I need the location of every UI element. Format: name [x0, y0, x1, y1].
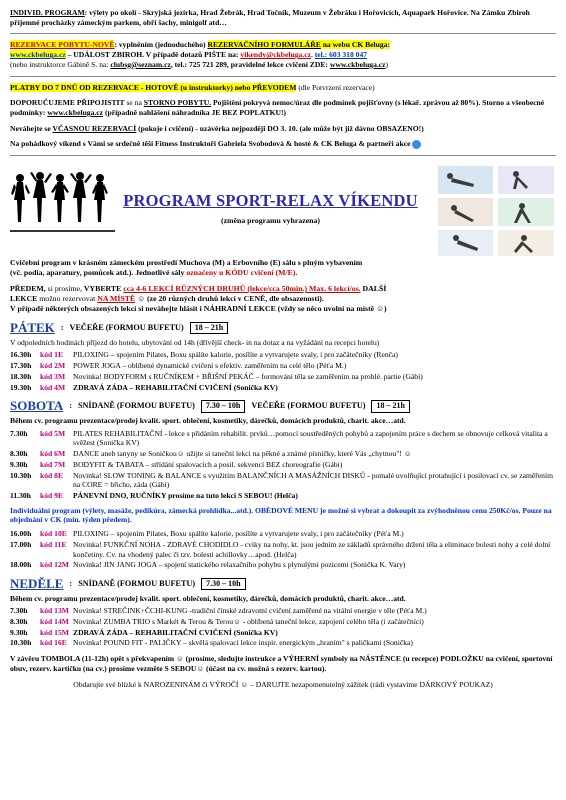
schedule-row: 9.30h kód 15M ZDRAVÁ ZÁDA – REHABILITAČNÍ CVIČENÍ (Sonička KV): [10, 627, 278, 637]
sunday-breakfast-time: 7.30 – 10h: [201, 578, 245, 590]
saturday-dinner-time: 18 – 21h: [371, 400, 409, 412]
friday-schedule: [10, 350, 556, 392]
individual-program-label: INDIVID. PROGRAM: [10, 8, 85, 17]
friday-meal: VEČEŘE (FORMOU BUFETU): [69, 323, 184, 333]
schedule-row: 17.00h kód 11E Novinka! FUNKČNÍ NOHA - ZDRAVÉ CHODIDLO - cviky na nohy, kt. jsou jedním ze základů správného držení těla a eliminace bolesti nohy a celé dolní končetiny. Cv. na vhodený palec či tzv. bolesti achillovky…apod. (Helča): [10, 539, 551, 559]
schedule-row: 18.00h kód 12M Novinka! JIN JANG JOGA – spojení statického relaxačního pohybu s plynulými pozicemi (Sonička K. Vary): [10, 560, 406, 570]
schedule-row: 7.30h kód 13M Novinka! STREČINK+ČCHI-KUNG -tradiční čínské zdravotní cvičení zaměřené na vitální energie v těle (Péťa M.): [10, 606, 427, 616]
saturday-title: SOBOTA: [10, 398, 64, 414]
schedule-row: 7.30h kód 5M PILATES REHABILITAČNÍ - lekce s přidáním rehabilit. prvků…pomocí soustředěných pohybů a zapojením práce s dechem se obnovuje celková vitalita a svěžest (Sonička KV): [10, 428, 548, 448]
friday-title: PÁTEK: [10, 320, 55, 336]
greeting-paragraph: Na pohádkový víkend s Vámi se srdečně těší Fitness Instruktoři Gabriela Svobodová & hosté & CK Beluga & partneři akce: [10, 139, 556, 149]
smiley-icon: [412, 140, 421, 149]
sunday-note: Během cv. programu prezentace/prodej kvalit. sport. oblečení, kosmetiky, dárečků, domácích produktů, charit. akce…atd.: [10, 593, 406, 603]
reservation-paragraph: REZERVACE POBYTU-NOVĚ: vyplněním (jednoduchého) REZERVAČNÍHO FORMULÁŘE na webu CK Beluga: www.ckbeluga.cz – UDÁLOST ZBIROH. V případě dotazů PIŠTE na: vikendy@ckbeluga.cz, tel.: 603 318 047 (nebo instruktorce Gábině S. na: clubsg@seznam.cz, tel.: 725 721 289, pravidelné lekce cvičení ZDE: www.ckbeluga.cz): [10, 40, 391, 69]
saturday-afternoon-schedule: [10, 529, 556, 570]
schedule-row: 8.30h kód 6M DANCE aneb tanyny se Soničkou☺ užijte si taneční lekci na pěkné a známé písničky, které Vás „chytnou"! ☺: [10, 449, 412, 459]
exercise-photos-image: [436, 164, 556, 258]
intro-paragraph-2: PŘEDEM, si prosíme, VYBERTE cca 4-6 LEKCÍ RŮZNÝCH DRUHŮ (lekce/cca 50min.) Max. 6 lekcí/os. DALŠÍ LEKCE možno rezervovat NA MÍSTĚ ☺ (ze 20 různých druhů lekcí v CENĚ, dle obsazenosti). V případě některých obsazených lekcí si neváhejte hlásit i NÁHRADNÍ LEKCE (vždy se něco uvolní na místě ☺): [10, 284, 387, 314]
schedule-row: 17.30h kód 2M POWER JOGA – oblíbené dynamické cvičení s efektiv. zaměřením na celé tělo (Péťa M.): [10, 361, 347, 371]
schedule-row: 9.30h kód 7M BODYFIT & TABATA – střídání spalovacích a posil. sekvencí BEZ choreografie (Gábi): [10, 459, 343, 469]
divider: [10, 33, 556, 34]
program-title-block: [110, 190, 431, 226]
saturday-header: SOBOTA : SNÍDANĚ (FORMOU BUFETU) 7.30 – 10h VEČEŘE (FORMOU BUFETU) 18 – 21h: [10, 398, 556, 415]
program-title: PROGRAM SPORT-RELAX VÍKENDU: [123, 191, 418, 211]
payment-paragraph: PLATBY DO 7 DNŮ OD REZERVACE - HOTOVĚ (u instruktorky) nebo PŘEVODEM (dle Potvrzení rezervace): [10, 82, 375, 92]
schedule-row: 16.30h kód 1E PILOXING – spojením Pilates, Boxu spálíte kalorie, posílíte a vytvarujete svaly, i pro začátečníky (Renča): [10, 350, 398, 360]
saturday-dinner: VEČEŘE (FORMOU BUFETU): [251, 401, 366, 411]
schedule-row: 16.00h kód 10E PILOXING – spojením Pilates, Boxu spálíte kalorie, posílíte a vytvarujete svaly, i pro začátečníky (Péťa M.): [10, 529, 404, 539]
ckbeluga-link[interactable]: www.ckbeluga.cz: [10, 50, 66, 60]
phone-number: tel.: 603 318 047: [314, 50, 368, 60]
clubsg-email-link[interactable]: clubsg@seznam.cz: [110, 59, 171, 69]
payment-label: PLATBY DO 7 DNŮ OD REZERVACE - HOTOVĚ (u instruktorky) nebo PŘEVODEM: [10, 82, 297, 92]
tombola-paragraph: V závěru TOMBOLA (11-12h) opět s překvapením ☺ (prosíme, sledujte instrukce a VÝHERNÍ symboly na NÁSTĚNCE (u recepce) PODLOŽKU na cvičení, sportovní obuv, rezerv. kartičku (na cv.) prosíme vezměte S SEBOU☺ (účast na cv. možná s rezerv. kartou).: [10, 654, 553, 673]
saturday-breakfast-time: 7.30 – 10h: [201, 400, 245, 412]
flyer-page: [10, 8, 556, 695]
friday-note: V odpoledních hodinách příjezd do hotelu, ubytování od 14h (dřívější check- in na dotaz a na vyžádání na recepci hotelu): [10, 337, 380, 347]
individual-program-text: : výlety po okolí - Skryjská jezírka, Hrad Žebrák, Hrad Točník, Muzeum v Žebráku i Hořovicích, Aquapark Hořovice. Na Zámku Zbiroh příjemné procházky zámeckým parkem, obří šachy, minigolf atd…: [10, 8, 530, 27]
saturday-note: Během cv. programu prezentace/prodej kvalit. sport. oblečení, kosmetiky, dárečků, domácích produktů, charit. akce…atd.: [10, 415, 406, 425]
saturday-individual-program: Individuální program (výlety, masáže, pedikúra, zámecká prohlídka...atd.). OBĚDOVÉ MENU je možné si vybrat a dokoupit za zvýhodněnou cenu 250Kč/os. Pouze na objednání v CK (min. týden předem).: [10, 505, 552, 525]
schedule-row: 10.30h kód 8E Novinka! SLOW TONING & BALANCE s využitím BALANČNÍCH A MASÁŽNÍCH DISKŮ - pomalé uvolňující protahující i posilovací cv. se zaměřením na CORE = břicho, záda (Gábi): [10, 470, 553, 490]
reservation-label: REZERVACE POBYTU-NOVĚ: [10, 40, 115, 50]
friday-header: PÁTEK : VEČEŘE (FORMOU BUFETU) 18 – 21h: [10, 320, 556, 337]
sunday-breakfast: SNÍDANĚ (FORMOU BUFETU): [78, 579, 196, 589]
individual-program-paragraph: [10, 8, 556, 27]
saturday-schedule: [10, 429, 556, 501]
ckbeluga-link-3[interactable]: www.ckbeluga.cz: [47, 108, 104, 118]
sunday-header: NEDĚLE : SNÍDANĚ (FORMOU BUFETU) 7.30 – 10h: [10, 576, 556, 593]
fitness-silhouettes-image: [10, 168, 115, 258]
sunday-schedule: [10, 606, 556, 648]
deadline-paragraph: Neváhejte se VČASNOU REZERVACÍ (pokoje i cvičení) - uzávěrka nejpozději DO 3. 10. (ale může být již dávno OBSAZENO!): [10, 123, 424, 133]
divider: [10, 76, 556, 77]
schedule-row: 11.30h kód 9E PÁNEVNÍ DNO, RUČNÍKY prosíme na tuto lekci S SEBOU! (Helča): [10, 490, 298, 500]
sunday-title: NEDĚLE: [10, 575, 64, 591]
vikendy-email-link[interactable]: vikendy@ckbeluga.cz: [240, 50, 311, 60]
schedule-row: 10.30h kód 16E Novinka! POUND FIT - PALIČKY – skvělá spalovací lekce inspir. energickým „hraním" s paličkami (Sonička): [10, 638, 413, 648]
gift-voucher-footer: Obdarujte své blízké k NAROZENINÁM či VÝROČÍ ☺ – DARUJTE nezapomenutelný zážitek (rádi vystavíme DÁRKOVÝ POUKAZ): [73, 679, 493, 689]
friday-meal-time: 18 – 21h: [190, 322, 228, 334]
intro-paragraph-1: Cvičební program v krásném zámeckém prostředí Muchova (M) a Erbovního (E) sálu s plným vybavením (vč. podia, aparatury, pomůcek atd.). Jednotlivé sály označeny u KÓDU cvičení (M/E).: [10, 258, 363, 278]
program-subtitle: (změna programu vyhrazena): [220, 216, 321, 226]
reservation-form-link[interactable]: REZERVAČNÍHO FORMULÁŘE: [207, 40, 321, 50]
program-banner: [10, 162, 556, 258]
ckbeluga-link-2[interactable]: www.ckbeluga.cz: [329, 59, 386, 69]
divider: [10, 155, 556, 156]
schedule-row: 19.30h kód 4M ZDRAVÁ ZÁDA – REHABILITAČNÍ CVIČENÍ (Sonička KV): [10, 382, 278, 392]
insurance-paragraph: DOPORUČUJEME PŘIPOJISTIT se na STORNO POBYTU. Pojištění pokryvá nemoc/úraz dle podmínek pojišťovny (s lékař. zprávou až 80%). Storno a všeobecné podmínky: www.ckbeluga.cz (případně nahlášení náhradníka JE BEZ POPLATKU!): [10, 98, 545, 118]
saturday-breakfast: SNÍDANĚ (FORMOU BUFETU): [77, 401, 195, 411]
schedule-row: 18.30h kód 3M Novinka! BODYFORM s RUČNÍKEM + BŘIŠNÍ PEKÁČ – formování těla se zaměřením na problé. partie (Gábi): [10, 371, 423, 381]
schedule-row: 8.30h kód 14M Novinka! ZUMBA TRIO s Markét & Terou & Terou☺ - oblíbená taneční lekce, zapojení celého těla (i začátečníci): [10, 617, 424, 627]
